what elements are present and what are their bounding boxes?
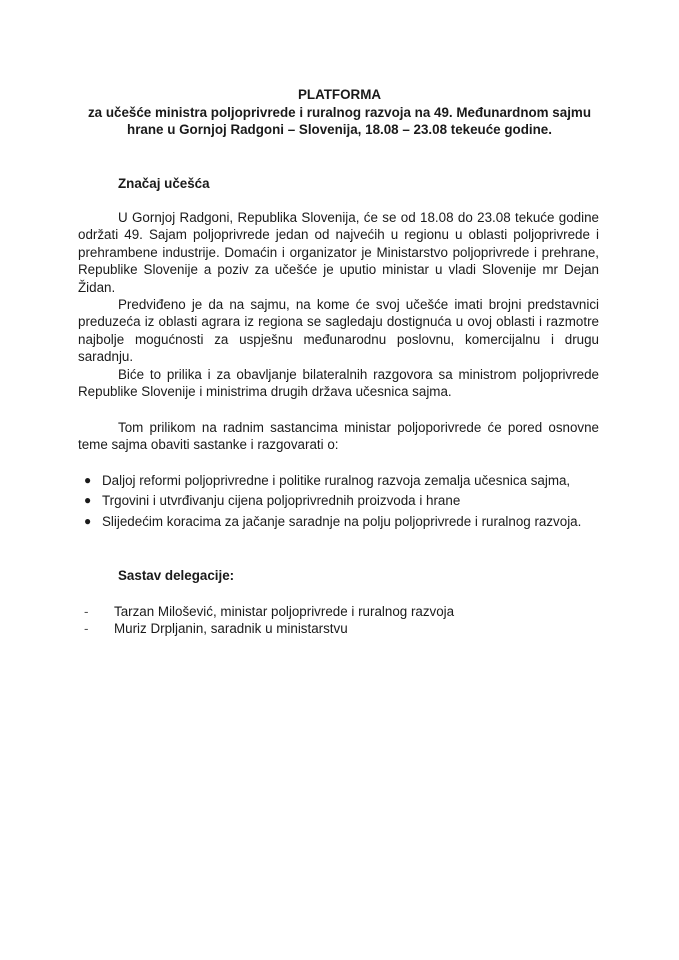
member-text: Muriz Drpljanin, saradnik u ministarstvu [114,621,348,637]
bullet-icon: ● [84,473,92,487]
dash-icon: - [84,604,89,619]
dash-icon: - [84,621,89,637]
delegation-list [78,603,599,638]
member-text: Tarzan Milošević, ministar poljoprivrede i ruralnog razvoja [114,604,455,619]
paragraph-2 [78,296,599,366]
title-line-2: za učešće ministra poljoprivrede i ruralnog razvoja na 49. Međunardnom sajmu [87,104,592,120]
paragraph-4-text: Tom prilikom na radnim sastancima ministar poljoporivrede će pored osnovne teme sajma obaviti sastanke i razgovarati o: [78,420,599,453]
title-line-1: PLATFORMA [297,87,382,102]
section-heading-significance: Značaj učešća [118,176,210,191]
bullet-icon: ● [84,493,92,508]
list-item [78,603,599,620]
paragraph-1 [78,209,599,296]
list-item [78,620,599,637]
paragraph-1-text: U Gornjoj Radgoni, Republika Slovenija, će se od 18.08 do 23.08 tekuće godine održati 49. Sajam poljoprivrede jedan od najvećih u regionu u oblasti poljoprivrede i prehrambene industrije. Domaćin i organizator je Ministarstvo poljoprivrede i prehrane, Republike Slovenije a poziv za učešće je uputio ministar u vladi Slovenije mr Dejan Židan. [78,210,599,295]
section-heading-delegation: Sastav delegacije: [118,568,235,583]
list-item [78,472,599,489]
list-item [78,492,599,509]
topic-text: Slijedećim koracima za jačanje saradnje na polju poljoprivrede i ruralnog razvoja. [102,513,582,529]
paragraph-4 [78,419,599,454]
list-item [78,513,599,530]
title-line-3: hrane u Gornjoj Radgoni – Slovenija, 18.08 – 23.08 tekeuće godine. [127,122,552,137]
paragraph-2-text: Predviđeno je da na sajmu, na kome će svoj učešće imati brojni predstavnici preduzeća iz oblasti agrara iz regiona se sagledaju dostignuća u ovoj oblasti i razmotre najbolje mogućnosti za uspješnu međunarodnu poslovnu, komercijalnu i drugu saradnju. [78,297,599,365]
paragraph-3 [78,366,599,401]
topic-text: Trgovini i utvrđivanju cijena poljoprivrednih proizvoda i hrane [102,493,461,509]
bullet-icon: ● [84,513,92,528]
paragraph-3-text: Biće to prilika i za obavljanje bilateralnih razgovora sa ministrom poljoprivrede Republike Slovenije i ministrima drugih država učesnica sajma. [78,367,599,400]
document-title [0,86,679,139]
topics-list [78,472,599,533]
topic-text: Daljoj reformi poljoprivredne i politike ruralnog razvoja zemalja učesnica sajma, [102,473,571,488]
